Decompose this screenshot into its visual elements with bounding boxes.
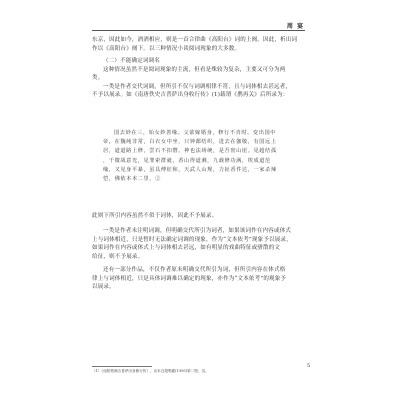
text-line: 一类是作者未注明词调，但明确交代所引为词者，如果该词作在内容或体式 <box>103 228 292 234</box>
section-heading: （二）不能确定词调名 <box>103 58 161 64</box>
paragraph-three <box>92 266 304 292</box>
text-line: 类。 <box>92 75 104 82</box>
quote-line: 帝，在魏纯非常，白衣女中坐，只钟都结织，进去在伽敬，有国远上 <box>103 139 277 146</box>
quote-line: 国去妙在三，始女妙善缘。父欲嫁婚身，修行不肯时。变出国中 <box>114 130 277 136</box>
text-line: 这种情况虽然不是阅词现象的主流，但看是殊较为复杂，主要又可分为两 <box>103 66 286 73</box>
text-line: 以展录。 <box>92 284 115 291</box>
text-line: 上与词体相近，只是暂时无法确定词调的现象，作为“文本依考”现象予以展录， <box>92 236 292 243</box>
quote-line: 恺，佛依本本二里，② <box>103 176 161 183</box>
text-line: 东京，因此如今，酒酒相应，则是一首合律曲《高阳台》词的上阕。因此，析出词 <box>92 37 298 43</box>
paragraph-two <box>92 227 304 261</box>
quote-line: ，千微战意光，见罪索群就，香山得道测，九载修功满，埃成道范 <box>103 157 271 164</box>
footnote-rule <box>92 366 152 367</box>
quote-line: 缘，又见身平暴，虽具傅征和，天武人山规，力扯香件达，一家杀辣 <box>103 166 277 173</box>
text-line: 一类是作者交代词调，但所引不仅与词调相律不符，且与词体相去甚远者， <box>103 83 292 90</box>
text-line: 不予以展录。如《南唐佚史吉普萨出身收行传》(1)载谓《鹊再关》后所录为： <box>92 92 289 99</box>
section-two <box>92 57 304 100</box>
quoted-passage <box>103 129 295 184</box>
top-paragraph <box>92 36 304 53</box>
page-number: 5 <box>307 363 311 369</box>
text-line: 律上与词体相近，只是具体词调难以确定的现象，亦作为“文本依考”的观象予 <box>92 275 287 282</box>
after-quote <box>92 212 304 221</box>
text-line: 作以《高阳台》阕下。以三种情况小谈阅词现象的大多数。 <box>92 45 241 52</box>
footnote: （1）《南阳敦佛吉普萨出身修行传》，出本仓超集藏(1995)第二册，页。 <box>92 369 209 373</box>
running-header-title: 周 宴 <box>286 23 304 30</box>
text-line: 给征，则不予展录。 <box>92 253 144 260</box>
quote-line: 居，道道路上修，尝石不扣僭。神也法场统，是吾密山崖。见超结孤 <box>103 148 277 155</box>
header-rule <box>92 30 305 31</box>
text-line: 此则下所引内容虽然不似于词体，因此不予展录。 <box>92 213 218 219</box>
text-line: 如果词作在内容或体式上与词体相去甚远，如有明显的戏曲特征或骈散的文 <box>92 245 281 252</box>
text-line: 还有一部分作品，不仅作者原未明确交代所引为词，但所引内容在体式格 <box>103 267 286 273</box>
